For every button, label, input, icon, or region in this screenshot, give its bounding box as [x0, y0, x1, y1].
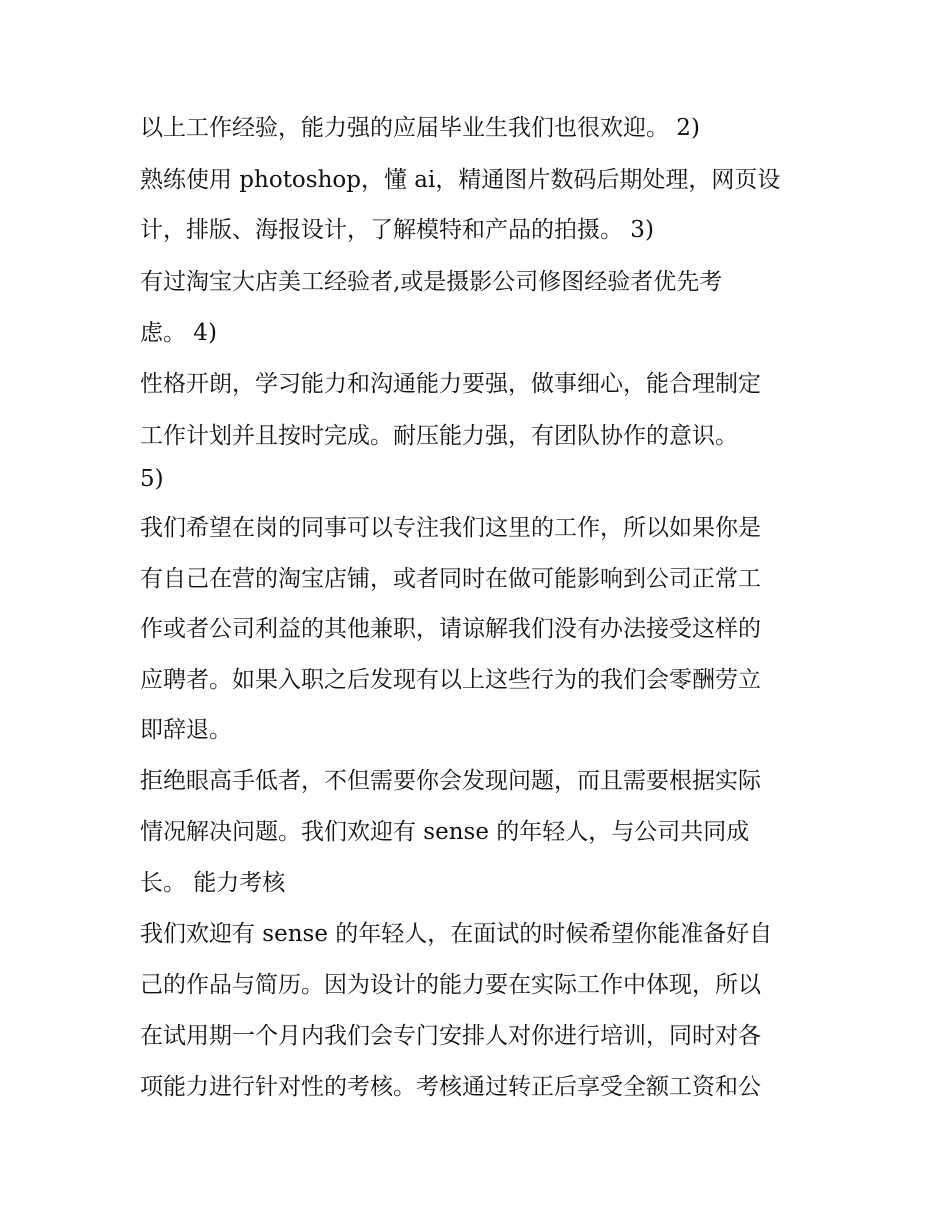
- text-line: 应聘者。如果入职之后发现有以上这些行为的我们会零酬劳立: [140, 667, 761, 693]
- text-line: 即辞退。: [140, 717, 232, 743]
- text-line: 有过淘宝大店美工经验者,或是摄影公司修图经验者优先考: [140, 269, 723, 295]
- text-line: 虑。 4): [140, 320, 217, 346]
- text-line: 计，排版、海报设计，了解模特和产品的拍摄。 3): [140, 217, 654, 243]
- text-line: 工作计划并且按时完成。耐压能力强，有团队协作的意识。: [140, 423, 738, 449]
- text-line: 我们希望在岗的同事可以专注我们这里的工作，所以如果你是: [140, 515, 761, 541]
- text-line: 性格开朗，学习能力和沟通能力要强，做事细心，能合理制定: [140, 371, 761, 397]
- text-line: 熟练使用 photoshop，懂 ai，精通图片数码后期处理，网页设: [140, 167, 781, 193]
- text-line: 情况解决问题。我们欢迎有 sense 的年轻人，与公司共同成: [140, 819, 750, 845]
- text-line: 5): [140, 466, 164, 492]
- text-line: 我们欢迎有 sense 的年轻人，在面试的时候希望你能准备好自: [140, 921, 773, 947]
- text-line: 作或者公司利益的其他兼职，请谅解我们没有办法接受这样的: [140, 616, 761, 642]
- text-line: 有自己在营的淘宝店铺，或者同时在做可能影响到公司正常工: [140, 566, 761, 592]
- text-line: 拒绝眼高手低者，不但需要你会发现问题，而且需要根据实际: [140, 768, 761, 794]
- text-line: 以上工作经验，能力强的应届毕业生我们也很欢迎。 2): [140, 115, 700, 141]
- text-line: 己的作品与简历。因为设计的能力要在实际工作中体现，所以: [140, 972, 761, 998]
- text-line: 在试用期一个月内我们会专门安排人对你进行培训，同时对各: [140, 1023, 761, 1049]
- text-line: 长。 能力考核: [140, 870, 286, 896]
- text-line: 项能力进行针对性的考核。考核通过转正后享受全额工资和公: [140, 1074, 761, 1100]
